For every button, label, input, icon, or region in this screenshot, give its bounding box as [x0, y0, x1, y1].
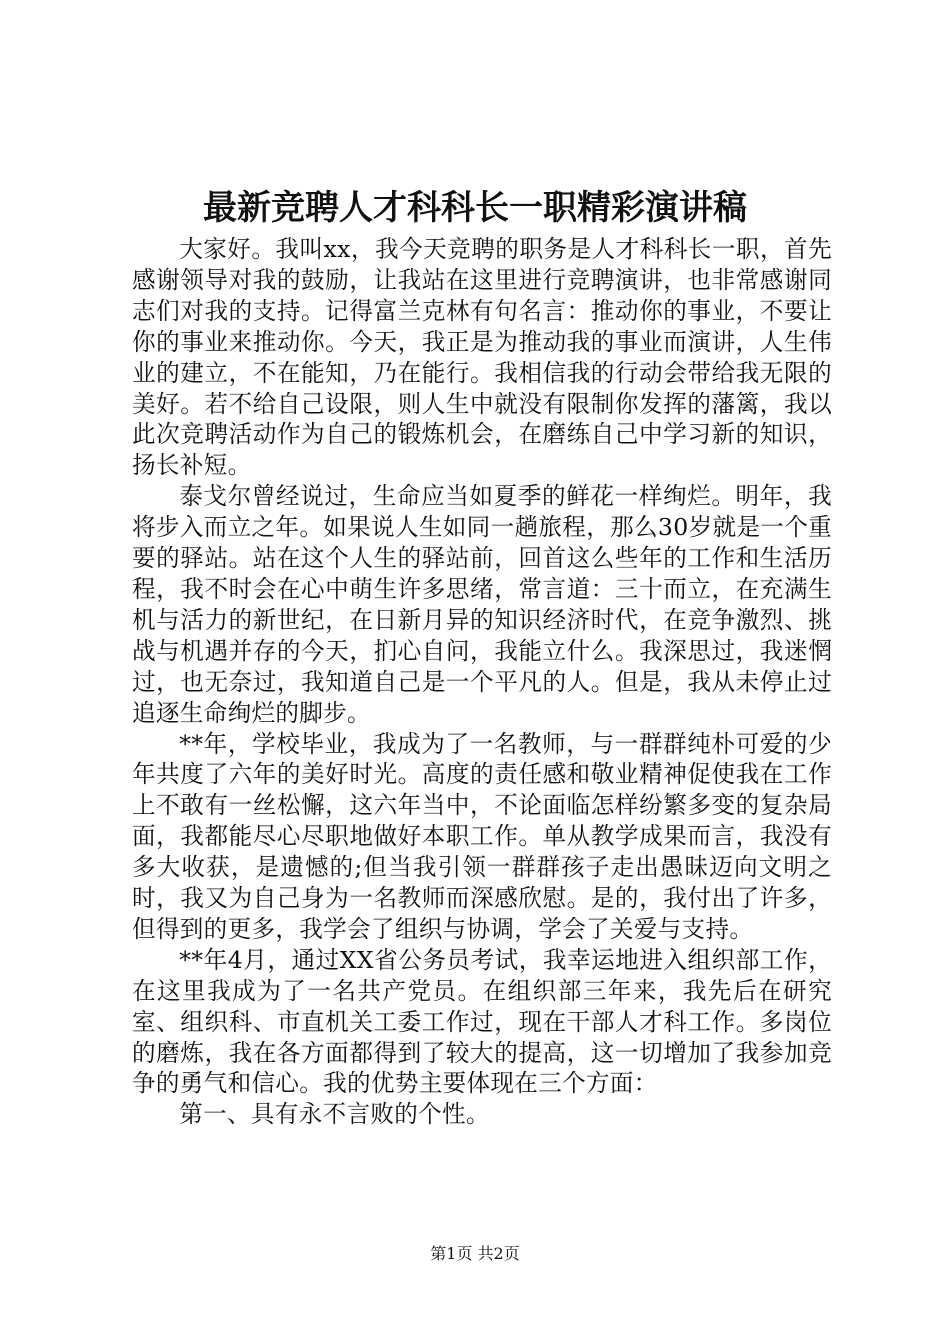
paragraph-4: **年4月，通过XX省公务员考试，我幸运地进入组织部工作，在这里我成为了一名共产党员。在组织部三年来，我先后在研究室、组织科、市直机关工委工作过，现在干部人才科工作。多岗位的磨炼，我在各方面都得到了较大的提高，这一切增加了我参加竞争的勇气和信心。我的优势主要体现在三个方面： [132, 945, 832, 1098]
document-body [132, 234, 832, 1130]
paragraph-2: 泰戈尔曾经说过，生命应当如夏季的鲜花一样绚烂。明年，我将步入而立之年。如果说人生如同一趟旅程，那么30岁就是一个重要的驿站。站在这个人生的驿站前，回首这么些年的工作和生活历程，我不时会在心中萌生许多思绪，常言道：三十而立，在充满生机与活力的新世纪，在日新月异的知识经济时代，在竞争激烈、挑战与机遇并存的今天，扪心自问，我能立什么。我深思过，我迷惘过，也无奈过，我知道自己是一个平凡的人。但是，我从未停止过追逐生命绚烂的脚步。 [132, 482, 832, 727]
document-title: 最新竞聘人才科科长一职精彩演讲稿 [203, 188, 747, 228]
paragraph-3: **年，学校毕业，我成为了一名教师，与一群群纯朴可爱的少年共度了六年的美好时光。高度的责任感和敬业精神促使我在工作上不敢有一丝松懈，这六年当中，不论面临怎样纷繁多变的复杂局面，我都能尽心尽职地做好本职工作。单从教学成果而言，我没有多大收获，是遗憾的;但当我引领一群群孩子走出愚昧迈向文明之时，我又为自己身为一名教师而深感欣慰。是的，我付出了许多，但得到的更多，我学会了组织与协调，学会了关爱与支持。 [132, 729, 832, 943]
page-number-footer: 第1页 共2页 [430, 1244, 520, 1263]
paragraph-5: 第一、具有永不言败的个性。 [179, 1100, 490, 1129]
paragraph-1: 大家好。我叫xx，我今天竞聘的职务是人才科科长一职，首先感谢领导对我的鼓励，让我站在这里进行竞聘演讲，也非常感谢同志们对我的支持。记得富兰克林有句名言：推动你的事业，不要让你的事业来推动你。今天，我正是为推动我的事业而演讲，人生伟业的建立，不在能知，乃在能行。我相信我的行动会带给我无限的美好。若不给自己设限，则人生中就没有限制你发挥的藩篱，我以此次竞聘活动作为自己的锻炼机会，在磨练自己中学习新的知识，扬长补短。 [132, 235, 832, 480]
